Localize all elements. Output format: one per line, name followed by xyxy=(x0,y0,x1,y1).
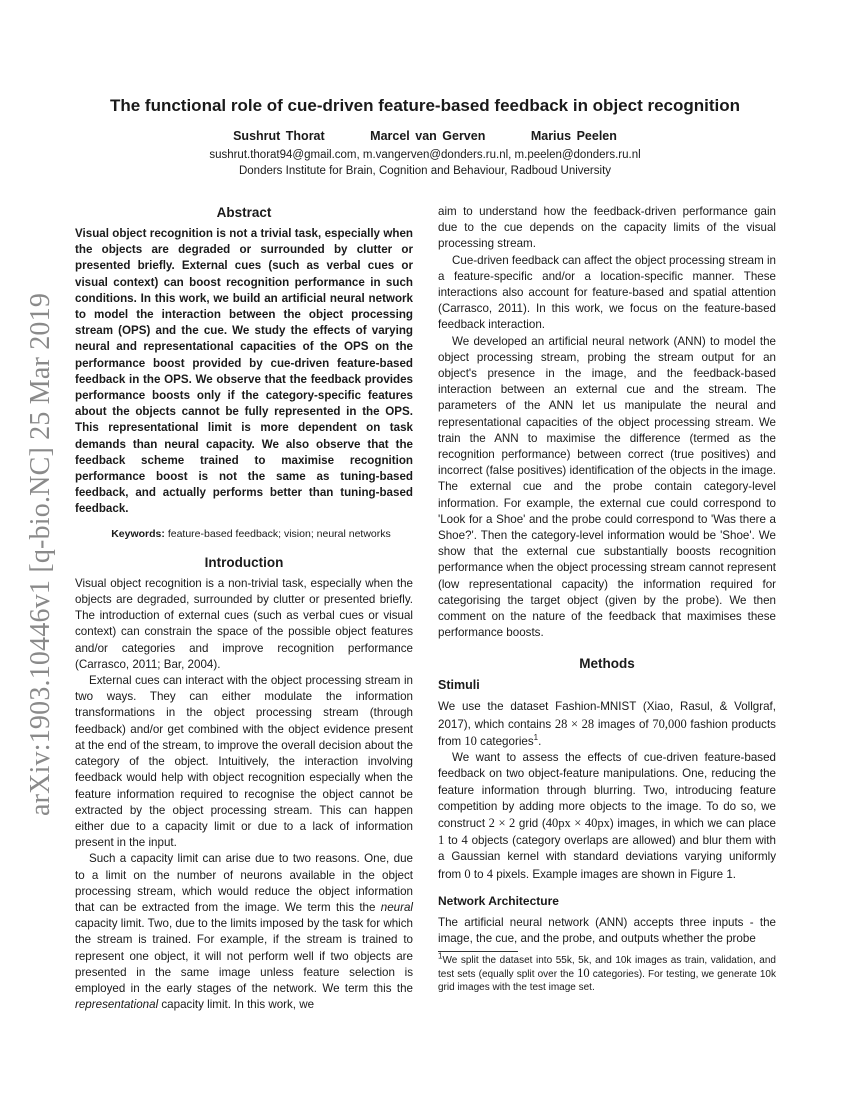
emphasis: neural xyxy=(380,900,413,914)
methods-paragraph xyxy=(438,750,776,883)
text-run: fashion products from xyxy=(438,717,776,748)
paper-title: The functional role of cue-driven feature-based feedback in object recognition xyxy=(109,96,741,115)
keywords-label: Keywords: xyxy=(111,527,165,540)
math: 40px × 40px xyxy=(545,815,610,830)
math: 4 xyxy=(486,866,494,881)
emphasis: representational xyxy=(75,998,159,1012)
abstract-heading: Abstract xyxy=(216,205,272,220)
text-run: Such a capacity limit can arise due to two reasons. One, due to a limit on the number of neurons available in the object processing stream, which would reduce the object information that can be extracted from the image. We term this the xyxy=(75,852,413,914)
text-run: to xyxy=(444,834,462,848)
text-run: objects (category overlaps are allowed) and blur them with a Gaussian kernel with standard deviations varying uniformly from xyxy=(438,834,776,881)
author-emails: sushrut.thorat94@gmail.com, m.vangerven@donders.ru.nl, m.peelen@donders.ru.nl xyxy=(209,149,641,161)
text-run: ) images, in which we can place xyxy=(609,816,776,830)
text-run: pixels. Example images are shown in Figure 1. xyxy=(493,867,736,881)
text-run: We split the dataset into 55k, 5k, and 10k images as train, validation, and test sets (equally split over the xyxy=(438,955,776,981)
footnote-marker: 1 xyxy=(438,951,443,961)
methods-paragraph: The artificial neural network (ANN) accepts three inputs - the image, the cue, and the probe, and outputs whether the probe xyxy=(438,915,776,945)
author-name: Marcel van Gerven xyxy=(370,129,486,143)
text-run: We want to assess the effects of cue-driven feature-based feedback on two object-feature manipulations. One, reducing the feature information through blurring. Two, introducing feature competition by adding more objects to the image. To do so, we construct xyxy=(438,751,776,830)
intro-paragraph: Cue-driven feedback can affect the object processing stream in a feature-specific and/or a location-specific manner. These interactions also account for feature-based and spatial attention (Carrasco, 2011). In this work, we focus on the feature-based feedback interaction. xyxy=(438,253,776,332)
introduction-heading: Introduction xyxy=(204,554,284,570)
math: 70,000 xyxy=(652,716,687,731)
text-run: capacity limit. Two, due to the limits imposed by the task for which the stream is trained. For example, if the stream is trained to represent one object, it will not perform well if two objects are presented in the same image unless feature selection is employed in the early stages of the network. We term this the xyxy=(75,917,413,995)
text-run: images of xyxy=(594,717,653,731)
text-run: grid ( xyxy=(515,816,546,830)
methods-heading: Methods xyxy=(579,656,635,672)
math: 0 xyxy=(464,866,471,881)
text-run: to xyxy=(470,867,487,881)
text-run: categories xyxy=(476,734,534,748)
text-run: . xyxy=(538,734,542,748)
intro-paragraph: External cues can interact with the object processing stream in two ways. They can either modulate the information transformations in the object processing stream (through feedback) and/or get combined with the object evidence present at the end of the stream, to improve the overall decision about the category of the object. Intuitively, the interaction involving feedback would help with object recognition especially when the feature information required to recognise the object cannot be extracted by the object processing stream. This can happen either due to a capacity limit or due to a lack of information present in the input. xyxy=(75,674,413,850)
author-name: Sushrut Thorat xyxy=(233,129,325,143)
author-affiliation: Donders Institute for Brain, Cognition and Behaviour, Radboud University xyxy=(238,165,612,177)
math: 10 xyxy=(464,733,477,748)
math: 10 xyxy=(577,966,590,981)
keywords-text: feature-based feedback; vision; neural networks xyxy=(167,527,391,540)
footnote-rule xyxy=(438,951,518,952)
intro-paragraph xyxy=(75,851,413,1013)
abstract xyxy=(75,226,413,518)
math: 2 × 2 xyxy=(488,815,516,830)
math: 1 xyxy=(438,833,445,848)
text-run: capacity limit. In this work, we xyxy=(158,998,315,1012)
text-run: We use the dataset Fashion-MNIST (Xiao, Rasul, & Vollgraf, 2017), which contains xyxy=(438,700,776,731)
abstract-text: Visual object recognition is not a trivial task, especially when the objects are degraded or surrounded by clutter or presented briefly. External cues (such as verbal cues or visual context) can boost recognition performance in such conditions. In this work, we build an artificial neural network to model the interaction between the object processing stream (OPS) and the cue. We study the effects of varying neural and representational capacities of the OPS on the performance boost provided by cue-driven feature-based feedback in the OPS. We observe that the feedback provides performance boosts only if the category-specific features about the objects cannot be fully represented in the OPS. This representational limit is more dependent on task demands than neural capacity. We also observe that the feedback scheme trained to maximise recognition performance boost is not the same as tuning-based feedback, and actually performs better than tuning-based feedback. xyxy=(75,227,413,516)
author-list xyxy=(60,127,790,145)
right-column xyxy=(438,204,776,994)
math: 4 xyxy=(461,833,468,848)
stimuli-heading: Stimuli xyxy=(438,678,480,693)
text-run: categories). For testing, we generate 10k grid images with the test image set. xyxy=(438,969,776,994)
network-architecture-heading: Network Architecture xyxy=(438,893,559,908)
footnote xyxy=(438,951,776,994)
author-name: Marius Peelen xyxy=(530,129,617,143)
left-column xyxy=(75,204,413,1013)
intro-paragraph: aim to understand how the feedback-driven performance gain due to the cue depends on the capacity limits of the visual processing stream. xyxy=(438,205,776,251)
keywords xyxy=(75,526,413,542)
intro-paragraph: We developed an artificial neural network (ANN) to model the object processing stream, probing the stream output for an object's presence in the image, and the feedback-based interaction between an external cue and the stream. The parameters of the ANN let us manipulate the neural and representational capacities of the object processing stream. We train the ANN to maximise the difference (termed as the recognition performance) between correct (true positives) and incorrect (false positives) identification of the objects in the image. The external cue and the probe contain category-level information. For example, the external cue could correspond to 'Look for a Shoe' and the probe could correspond to 'Was there a Shoe?'. Then the category-level information would be 'Shoe'. We show that the external cue substantially boosts recognition performance when the object processing stream cannot represent (low representational capacity) the information required for categorising the target object (given by the probe). We then comment on the nature of the feedback that maximises these performance boosts. xyxy=(438,334,776,640)
arxiv-identifier: arXiv:1903.10446v1 [q-bio.NC] 25 Mar 2019 xyxy=(25,292,56,816)
intro-paragraph: Visual object recognition is a non-trivial task, especially when the objects are degraded, surrounded by clutter or presented briefly. The introduction of external cues (such as verbal cues or visual context) can constrain the space of the possible object features and/or categories and improve recognition performance (Carrasco, 2011; Bar, 2004). xyxy=(75,576,413,671)
footnote-marker: 1 xyxy=(533,733,539,743)
methods-paragraph xyxy=(438,699,776,750)
math: 28 × 28 xyxy=(554,716,595,731)
